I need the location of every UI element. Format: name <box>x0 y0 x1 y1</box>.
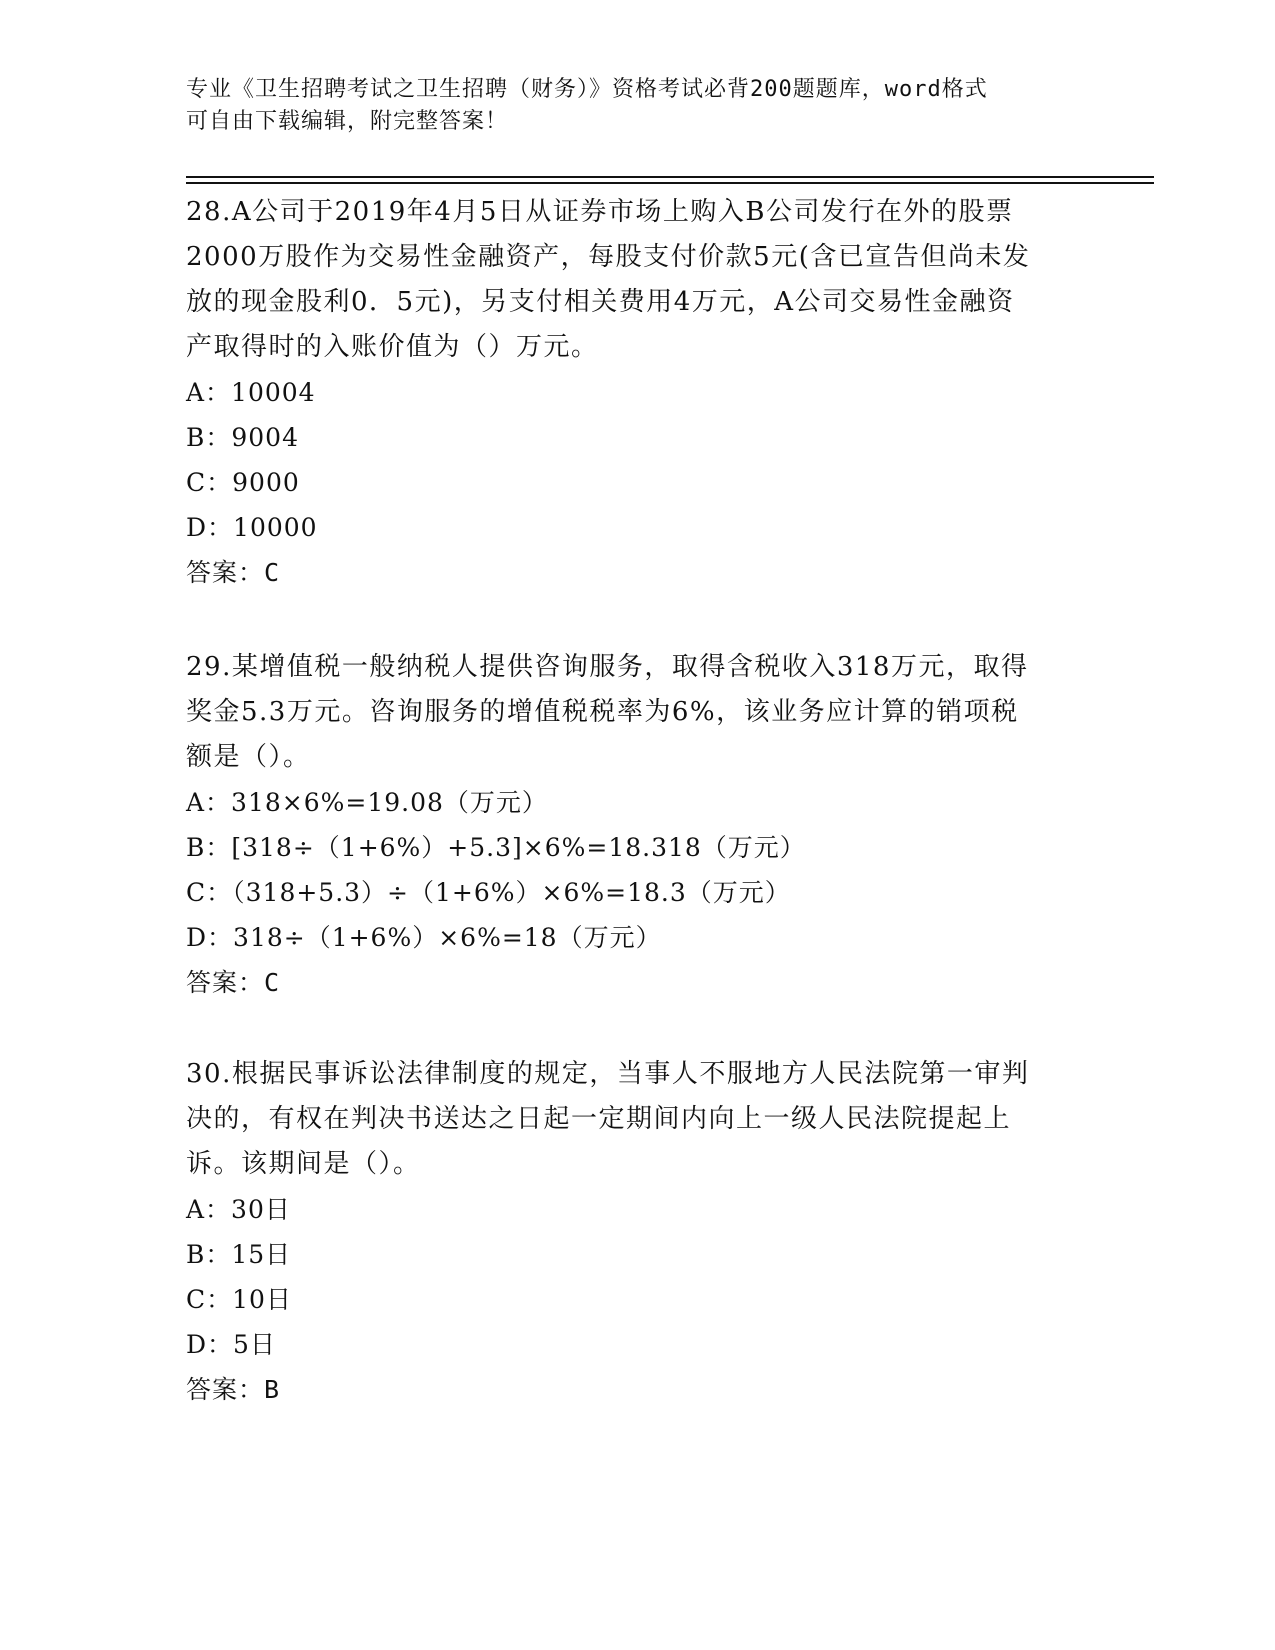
stem-line: 放的现金股利0．5元)，另支付相关费用4万元，A公司交易性金融资 <box>186 287 1015 317</box>
option-a: A：10004 <box>186 378 316 407</box>
answer-line: 答案：B <box>186 1375 281 1404</box>
answer-line: 答案：C <box>186 968 281 997</box>
option-c: C：10日 <box>186 1285 292 1314</box>
stem-line: 诉。该期间是（）。 <box>186 1149 421 1179</box>
option-b: B：9004 <box>186 423 299 452</box>
stem-line: 决的，有权在判决书送达之日起一定期间内向上一级人民法院提起上 <box>186 1104 1012 1134</box>
question-30 <box>186 1052 1086 1412</box>
question-stem <box>186 1052 1086 1187</box>
stem-line: 额是（）。 <box>186 742 311 772</box>
option-c: C：9000 <box>186 468 300 497</box>
stem-line: 2000万股作为交易性金融资产，每股支付价款5元(含已宣告但尚未发 <box>186 242 1031 272</box>
header-divider-bottom <box>186 182 1154 184</box>
header-divider-top <box>186 176 1154 178</box>
stem-line: 30.根据民事诉讼法律制度的规定，当事人不服地方人民法院第一审判 <box>186 1059 1030 1089</box>
question-stem <box>186 190 1086 370</box>
option-a: A：318×6%=19.08（万元） <box>186 788 548 817</box>
document-header <box>186 74 1086 138</box>
option-d: D：5日 <box>186 1330 276 1359</box>
question-28 <box>186 190 1086 595</box>
option-a: A：30日 <box>186 1195 291 1224</box>
stem-line: 奖金5.3万元。咨询服务的增值税税率为6%，该业务应计算的销项税 <box>186 697 1019 727</box>
answer-line: 答案：C <box>186 558 281 587</box>
option-b: B：15日 <box>186 1240 292 1269</box>
question-stem <box>186 645 1086 780</box>
question-29 <box>186 645 1086 1005</box>
header-title-line-1: 专业《卫生招聘考试之卫生招聘（财务）》资格考试必背200题题库，word格式 <box>186 77 988 102</box>
option-b: B：[318÷（1+6%）+5.3]×6%=18.318（万元） <box>186 833 806 862</box>
stem-line: 29.某增值税一般纳税人提供咨询服务，取得含税收入318万元，取得 <box>186 652 1029 682</box>
stem-line: 产取得时的入账价值为（）万元。 <box>186 332 599 362</box>
option-d: D：318÷（1+6%）×6%=18（万元） <box>186 923 662 952</box>
header-title-line-2: 可自由下载编辑，附完整答案！ <box>186 109 509 134</box>
stem-line: 28.A公司于2019年4月5日从证券市场上购入B公司发行在外的股票 <box>186 197 1014 227</box>
option-c: C：（318+5.3）÷（1+6%）×6%=18.3（万元） <box>186 878 791 907</box>
option-d: D：10000 <box>186 513 318 542</box>
